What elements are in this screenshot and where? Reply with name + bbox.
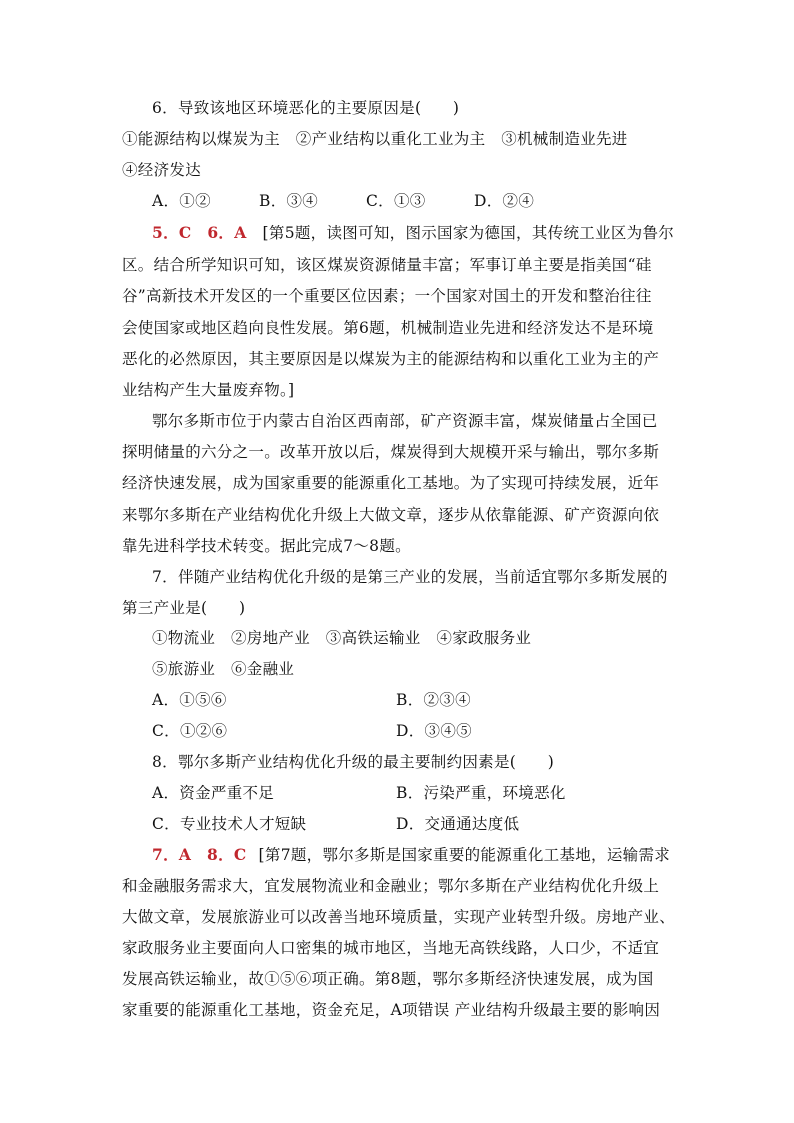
- answer-7-8-line2: 和金融服务需求大，宜发展物流业和金融业；鄂尔多斯在产业结构优化升级上: [122, 877, 660, 895]
- q7-items-line1: ①物流业 ②房地产业 ③高铁运输业 ④家政服务业: [152, 629, 532, 647]
- answer-5-6-line5: 恶化的必然原因，其主要原因是以煤炭为主的能源结构和以重化工业为主的产: [122, 350, 660, 368]
- passage-line1: 鄂尔多斯市位于内蒙古自治区西南部，矿产资源丰富，煤炭储量占全国已: [152, 412, 658, 430]
- answer-7-8-text: [第7题，鄂尔多斯是国家重要的能源重化工基地，运输需求: [258, 846, 671, 864]
- answer-5-6-line2: 区。结合所学知识可知，该区煤炭资源储量丰富；军事订单主要是指美国“硅: [122, 256, 652, 274]
- q6-option-b: B．③④: [259, 192, 319, 210]
- q7-stem-line1: 7．伴随产业结构优化升级的是第三产业的发展，当前适宜鄂尔多斯发展的: [152, 568, 668, 586]
- answer-7-8-line6: 家重要的能源重化工基地，资金充足，A项错误 产业结构升级最主要的影响因: [122, 1001, 661, 1019]
- answer-5-6-line6: 业结构产生大量废弃物。]: [122, 381, 295, 399]
- answer-label-7-8: 7．A 8．C: [152, 845, 247, 864]
- q7-items-line2: ⑤旅游业 ⑥金融业: [152, 660, 295, 678]
- q8-stem: 8．鄂尔多斯产业结构优化升级的最主要制约因素是( ): [152, 753, 555, 771]
- answer-7-8-line1: [152, 845, 670, 865]
- answer-7-8-line4: 家政服务业主要面向人口密集的城市地区，当地无高铁线路，人口少，不适宜: [122, 939, 660, 957]
- q7-option-d: D．③④⑤: [396, 722, 472, 740]
- q8-option-a: A．资金严重不足: [152, 784, 275, 802]
- q7-option-a: A．①⑤⑥: [152, 691, 227, 709]
- answer-5-6-line1: [152, 223, 674, 243]
- passage-line4: 来鄂尔多斯在产业结构优化升级上大做文章，逐步从依靠能源、矿产资源向依: [122, 506, 660, 524]
- passage-line5: 靠先进科学技术转变。据此完成7～8题。: [122, 537, 411, 555]
- q6-stem: 6．导致该地区环境恶化的主要原因是( ): [152, 99, 460, 117]
- q8-option-b: B．污染严重，环境恶化: [396, 784, 566, 802]
- q6-option-d: D．②④: [474, 192, 535, 210]
- answer-label-5-6: 5．C 6．A: [152, 223, 247, 242]
- q6-option-a: A．①②: [152, 192, 211, 210]
- q6-items-line2: ④经济发达: [122, 161, 202, 179]
- passage-line3: 经济快速发展，成为国家重要的能源重化工基地。为了实现可持续发展，近年: [122, 474, 660, 492]
- passage-line2: 探明储量的六分之一。改革开放以后，煤炭得到大规模开采与输出，鄂尔多斯: [122, 443, 660, 461]
- answer-7-8-line5: 发展高铁运输业，故①⑤⑥项正确。第8题，鄂尔多斯经济快速发展，成为国: [122, 970, 654, 988]
- answer-5-6-text: [第5题，读图可知，图示国家为德国，其传统工业区为鲁尔: [262, 224, 675, 242]
- answer-5-6-line3: 谷”高新技术开发区的一个重要区位因素；一个国家对国土的开发和整治往往: [122, 287, 652, 305]
- q7-option-b: B．②③④: [396, 691, 471, 709]
- q8-option-c: C．专业技术人才短缺: [152, 815, 307, 833]
- q7-option-c: C．①②⑥: [152, 722, 228, 740]
- q7-stem-line2: 第三产业是( ): [122, 599, 246, 617]
- q6-option-c: C．①③: [366, 192, 426, 210]
- q6-items-line1: ①能源结构以煤炭为主 ②产业结构以重化工业为主 ③机械制造业先进: [122, 130, 628, 148]
- q8-option-d: D．交通通达度低: [396, 815, 520, 833]
- answer-5-6-line4: 会使国家或地区趋向良性发展。第6题，机械制造业先进和经济发达不是环境: [122, 319, 654, 337]
- answer-7-8-line3: 大做文章，发展旅游业可以改善当地环境质量，实现产业转型升级。房地产业、: [122, 908, 676, 926]
